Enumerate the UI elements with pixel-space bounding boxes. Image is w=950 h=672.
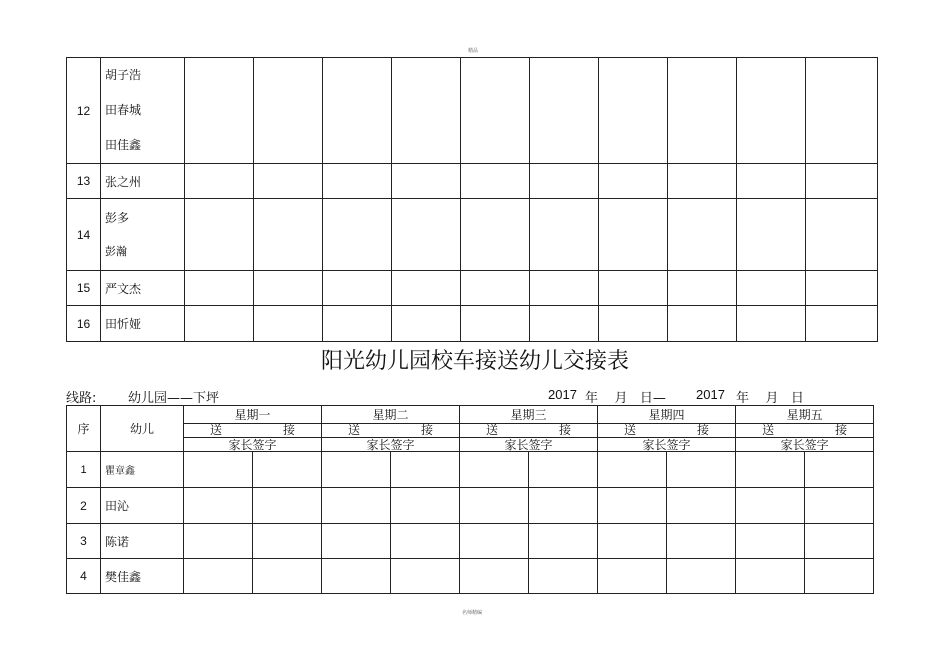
weekday-header: 星期二 <box>322 406 460 424</box>
table-row <box>67 488 874 524</box>
blank-cell[interactable] <box>323 164 392 199</box>
date-from-rest: 年 月 日— <box>585 391 666 406</box>
parent-sign-label: 家长签字 <box>736 438 874 452</box>
child-name: 张之州 <box>105 174 142 189</box>
child-name: 瞿章鑫 <box>101 452 184 488</box>
blank-cell[interactable] <box>667 524 736 559</box>
blank-cell[interactable] <box>253 488 322 524</box>
blank-cell[interactable] <box>253 524 322 559</box>
blank-cell[interactable] <box>322 559 391 594</box>
blank-cell[interactable] <box>184 559 253 594</box>
send-label: 送 <box>762 423 775 437</box>
blank-cell[interactable] <box>254 306 323 342</box>
blank-cell[interactable] <box>391 524 460 559</box>
blank-cell[interactable] <box>392 164 461 199</box>
header-row <box>67 406 874 424</box>
send-pick-cell <box>736 424 874 438</box>
send-pick-cell <box>460 424 598 438</box>
blank-cell[interactable] <box>737 271 806 306</box>
blank-cell[interactable] <box>668 164 737 199</box>
child-name: 田春城 <box>105 103 142 117</box>
route-label: 线路: <box>66 391 97 406</box>
blank-cell[interactable] <box>323 58 392 164</box>
blank-cell[interactable] <box>667 559 736 594</box>
child-names <box>101 164 185 199</box>
weekday-header: 星期五 <box>736 406 874 424</box>
blank-cell[interactable] <box>668 271 737 306</box>
blank-cell[interactable] <box>668 199 737 271</box>
blank-cell[interactable] <box>667 488 736 524</box>
send-pick-cell <box>598 424 736 438</box>
blank-cell[interactable] <box>253 559 322 594</box>
blank-cell[interactable] <box>599 306 668 342</box>
blank-cell[interactable] <box>322 488 391 524</box>
blank-cell[interactable] <box>530 58 599 164</box>
blank-cell[interactable] <box>599 164 668 199</box>
send-label: 送 <box>624 423 637 437</box>
pick-label: 接 <box>421 423 434 437</box>
blank-cell[interactable] <box>737 58 806 164</box>
blank-cell[interactable] <box>599 271 668 306</box>
footer-mark: 名师精编 <box>462 610 483 616</box>
blank-cell[interactable] <box>529 452 598 488</box>
blank-cell[interactable] <box>460 452 529 488</box>
child-names <box>101 306 185 342</box>
table-row <box>67 271 878 306</box>
date-to-year: 2017 <box>696 387 725 402</box>
blank-cell[interactable] <box>598 452 667 488</box>
blank-cell[interactable] <box>391 559 460 594</box>
child-names <box>101 58 185 164</box>
parent-sign-label: 家长签字 <box>184 438 322 452</box>
blank-cell[interactable] <box>736 452 805 488</box>
blank-cell[interactable] <box>530 271 599 306</box>
child-name: 胡子浩 <box>105 68 142 82</box>
pick-label: 接 <box>697 423 710 437</box>
table-row <box>67 199 878 271</box>
blank-cell[interactable] <box>184 452 253 488</box>
child-name: 陈诺 <box>101 524 184 559</box>
child-name: 田忻娅 <box>105 317 142 331</box>
child-name: 严文杰 <box>105 281 142 296</box>
table-row <box>67 164 878 199</box>
blank-cell[interactable] <box>185 58 254 164</box>
blank-cell[interactable] <box>806 306 878 342</box>
blank-cell[interactable] <box>598 524 667 559</box>
row-number: 14 <box>67 199 101 271</box>
blank-cell[interactable] <box>668 306 737 342</box>
row-number: 15 <box>67 271 101 306</box>
row-number: 3 <box>67 524 101 559</box>
child-name: 彭瀚 <box>105 244 127 258</box>
table-row <box>67 524 874 559</box>
pick-label: 接 <box>835 423 848 437</box>
blank-cell[interactable] <box>322 524 391 559</box>
send-label: 送 <box>486 423 499 437</box>
row-number: 13 <box>67 164 101 199</box>
blank-cell[interactable] <box>392 306 461 342</box>
row-number: 2 <box>67 488 101 524</box>
send-label: 送 <box>348 423 361 437</box>
blank-cell[interactable] <box>529 488 598 524</box>
blank-cell[interactable] <box>460 559 529 594</box>
send-label: 送 <box>210 423 223 437</box>
blank-cell[interactable] <box>461 164 530 199</box>
blank-cell[interactable] <box>184 488 253 524</box>
row-number: 4 <box>67 559 101 594</box>
blank-cell[interactable] <box>737 199 806 271</box>
blank-cell[interactable] <box>461 58 530 164</box>
blank-cell[interactable] <box>530 199 599 271</box>
blank-cell[interactable] <box>599 58 668 164</box>
blank-cell[interactable] <box>323 271 392 306</box>
blank-cell[interactable] <box>323 199 392 271</box>
header-mark: 精品 <box>468 48 479 54</box>
child-names <box>101 271 185 306</box>
blank-cell[interactable] <box>392 58 461 164</box>
blank-cell[interactable] <box>184 524 253 559</box>
table-row <box>67 306 878 342</box>
blank-cell[interactable] <box>254 164 323 199</box>
weekday-header: 星期一 <box>184 406 322 424</box>
blank-cell[interactable] <box>323 306 392 342</box>
date-from-year: 2017 <box>548 387 577 402</box>
col-child: 幼儿 <box>101 406 184 452</box>
weekday-header: 星期四 <box>598 406 736 424</box>
blank-cell[interactable] <box>530 164 599 199</box>
send-pick-cell <box>184 424 322 438</box>
blank-cell[interactable] <box>392 199 461 271</box>
pick-label: 接 <box>559 423 572 437</box>
blank-cell[interactable] <box>805 488 874 524</box>
blank-cell[interactable] <box>599 199 668 271</box>
blank-cell[interactable] <box>736 559 805 594</box>
blank-cell[interactable] <box>667 452 736 488</box>
blank-cell[interactable] <box>806 58 878 164</box>
blank-cell[interactable] <box>460 524 529 559</box>
blank-cell[interactable] <box>253 452 322 488</box>
blank-cell[interactable] <box>529 524 598 559</box>
blank-cell[interactable] <box>805 559 874 594</box>
blank-cell[interactable] <box>461 271 530 306</box>
blank-cell[interactable] <box>737 306 806 342</box>
page-title: 阳光幼儿园校车接送幼儿交接表 <box>320 349 629 374</box>
parent-sign-label: 家长签字 <box>460 438 598 452</box>
child-name: 樊佳鑫 <box>101 559 184 594</box>
blank-cell[interactable] <box>529 559 598 594</box>
send-pick-cell <box>322 424 460 438</box>
blank-cell[interactable] <box>254 271 323 306</box>
date-to-rest: 年 月 日 <box>736 391 804 406</box>
table-row <box>67 559 874 594</box>
table-row <box>67 452 874 488</box>
child-name: 田沁 <box>101 488 184 524</box>
blank-cell[interactable] <box>254 199 323 271</box>
blank-cell[interactable] <box>805 452 874 488</box>
blank-cell[interactable] <box>391 488 460 524</box>
upper-table <box>66 57 878 342</box>
blank-cell[interactable] <box>598 559 667 594</box>
blank-cell[interactable] <box>185 164 254 199</box>
blank-cell[interactable] <box>806 199 878 271</box>
header-row <box>67 438 874 452</box>
route-value: 幼儿园——下坪 <box>128 391 220 406</box>
blank-cell[interactable] <box>254 58 323 164</box>
blank-cell[interactable] <box>185 271 254 306</box>
parent-sign-label: 家长签字 <box>598 438 736 452</box>
blank-cell[interactable] <box>461 306 530 342</box>
blank-cell[interactable] <box>460 488 529 524</box>
blank-cell[interactable] <box>668 58 737 164</box>
parent-sign-label: 家长签字 <box>322 438 460 452</box>
table-row <box>67 58 878 164</box>
blank-cell[interactable] <box>736 524 805 559</box>
row-number: 16 <box>67 306 101 342</box>
child-names <box>101 199 185 271</box>
blank-cell[interactable] <box>806 164 878 199</box>
col-seq: 序 <box>67 406 101 452</box>
weekday-header: 星期三 <box>460 406 598 424</box>
blank-cell[interactable] <box>391 452 460 488</box>
blank-cell[interactable] <box>806 271 878 306</box>
header-row <box>67 424 874 438</box>
blank-cell[interactable] <box>185 306 254 342</box>
row-number: 12 <box>67 58 101 164</box>
pick-label: 接 <box>283 423 296 437</box>
handover-table <box>66 405 874 594</box>
blank-cell[interactable] <box>530 306 599 342</box>
blank-cell[interactable] <box>737 164 806 199</box>
row-number: 1 <box>67 452 101 488</box>
blank-cell[interactable] <box>322 452 391 488</box>
blank-cell[interactable] <box>461 199 530 271</box>
blank-cell[interactable] <box>392 271 461 306</box>
child-name: 彭多 <box>105 210 130 225</box>
child-name: 田佳鑫 <box>105 138 142 152</box>
blank-cell[interactable] <box>598 488 667 524</box>
blank-cell[interactable] <box>736 488 805 524</box>
blank-cell[interactable] <box>805 524 874 559</box>
blank-cell[interactable] <box>185 199 254 271</box>
